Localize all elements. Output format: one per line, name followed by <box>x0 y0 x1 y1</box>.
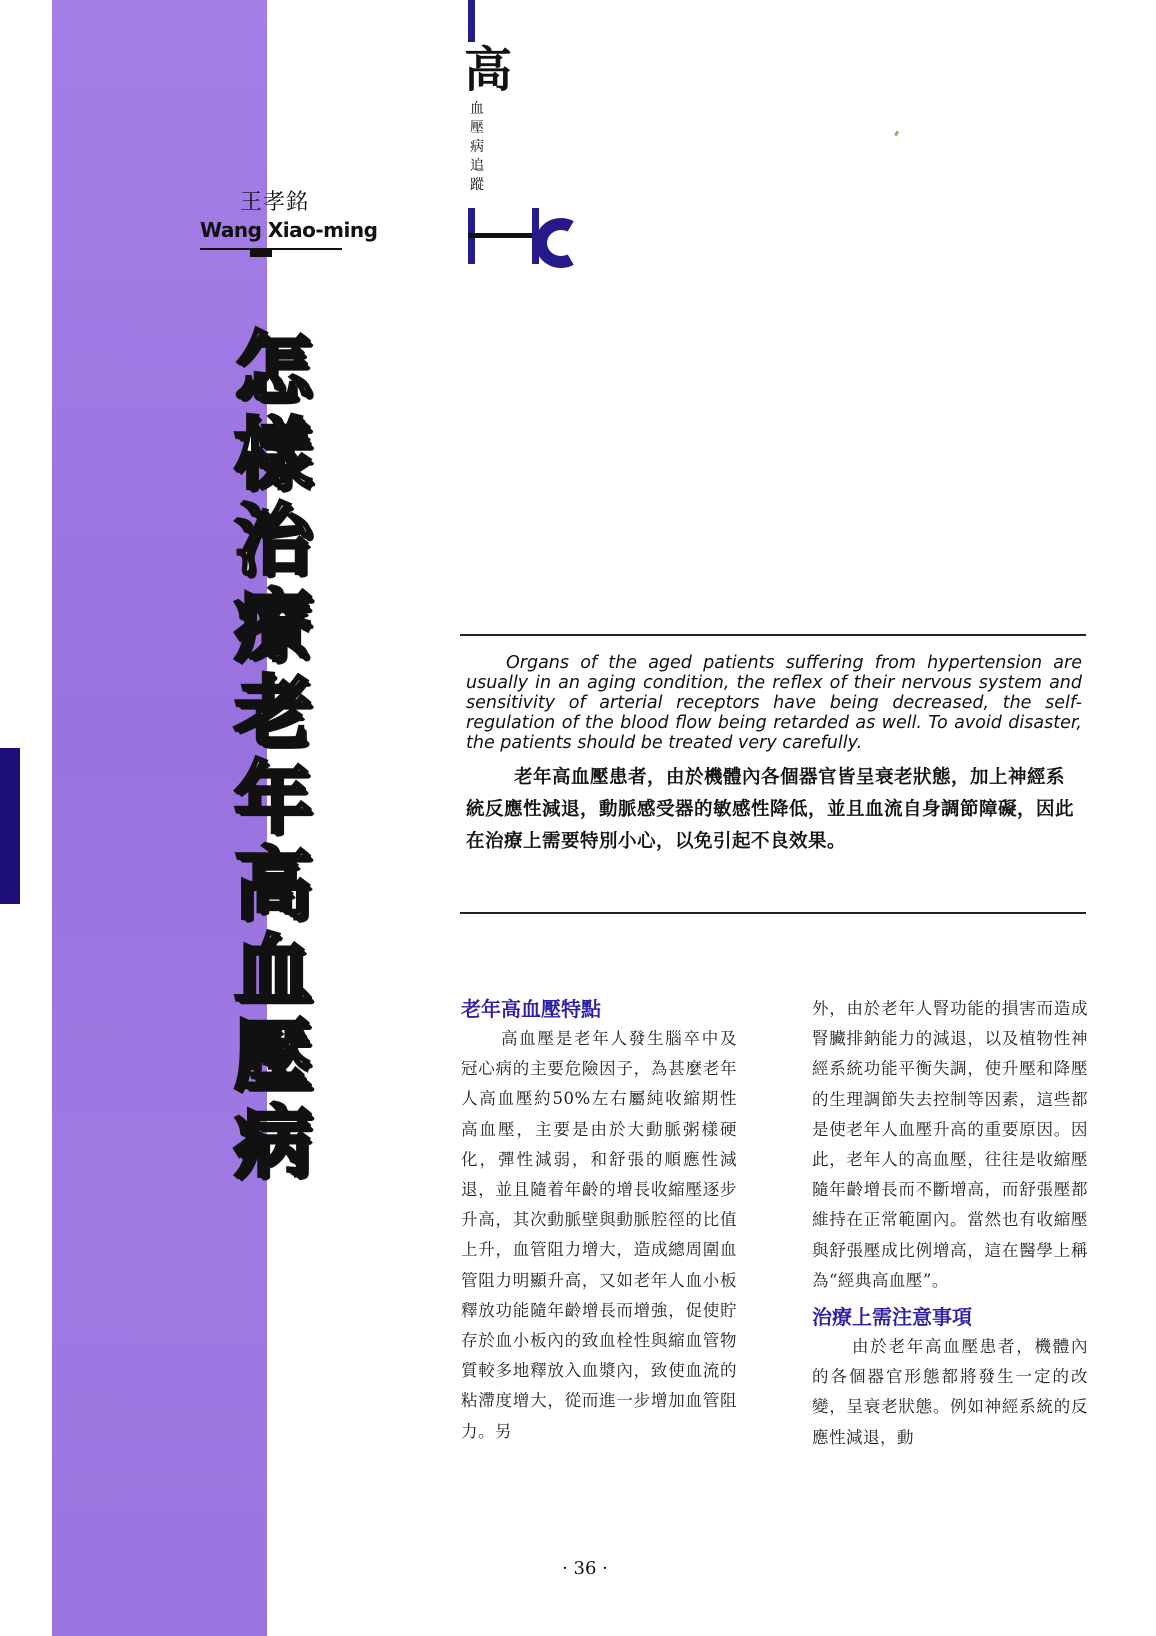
section-heading: 老年高血壓特點 <box>461 997 601 1021</box>
body-paragraph: 高血壓是老年人發生腦卒中及冠心病的主要危險因子，為甚麼老年人高血壓約50%左右屬純收縮期性高血壓，主要是由於大動脈粥樣硬化，彈性減弱，和舒張的順應性減退，並且隨着年齡的增長收縮壓逐步升高，其次動脈壁與動脈腔徑的比值上升，血管阻力增大，造成總周圍血管阻力明顯升高，又如老年人血小板釋放功能隨年齡增長而增強，促使貯存於血小板內的致血栓性與縮血管物質較多地釋放入血漿內，致使血流的粘滯度增大，從而進一步增加血管阻力。另 <box>461 1029 737 1441</box>
abstract-english: Organs of the aged patients suffering from hypertension are usually in an aging condition, the reflex of their nervous system and sensitivity of arterial receptors have being decreased, the self-regulation of the blood flow being retarded as well. To avoid disaster, the patients should be treated very carefully. <box>466 653 1082 753</box>
author-name-english: Wang Xiao-ming <box>200 218 378 242</box>
print-speck <box>894 131 899 137</box>
abstract-bottom-rule <box>460 912 1086 914</box>
author-name-chinese: 王孝銘 <box>240 190 310 215</box>
body-column-left <box>461 994 737 1447</box>
column-logo-bar <box>468 0 475 42</box>
section-heading: 治療上需注意事項 <box>812 1305 972 1330</box>
column-logo-char: 高 <box>464 42 513 98</box>
author-divider-mark <box>250 249 272 257</box>
abstract-top-rule <box>460 634 1086 636</box>
body-column-right <box>812 994 1088 1453</box>
page-number: · 36 · <box>562 1558 608 1579</box>
hc-logo-icon <box>468 233 532 238</box>
body-paragraph: 外，由於老年人腎功能的損害而造成腎臟排鈉能力的減退，以及植物性神經系統功能平衡失調，使升壓和降壓的生理調節失去控制等因素，這些都是使老年人血壓升高的重要原因。因此，老年人的高血壓，往往是收縮壓隨年齡增長而不斷增高，而舒張壓都維持在正常範圍內。當然也有收縮壓與舒張壓成比例增高，這在醫學上稱為“經典高血壓”。 <box>812 999 1088 1290</box>
hc-logo-icon <box>535 218 587 268</box>
column-series-name: 血壓病追蹤 <box>470 101 484 193</box>
article-title: 怎樣治療老年高血壓病 <box>233 324 312 1188</box>
abstract-chinese: 老年高血壓患者，由於機體內各個器官皆呈衰老狀態，加上神經系統反應性減退，動脈感受器的敏感性降低，並且血流自身調節障礙，因此在治療上需要特別小心，以免引起不良效果。 <box>466 767 1075 852</box>
margin-tab <box>0 748 20 904</box>
body-paragraph: 由於老年高血壓患者，機體內的各個器官形態都將發生一定的改變，呈衰老狀態。例如神經系統的反應性減退，動 <box>812 1337 1088 1447</box>
